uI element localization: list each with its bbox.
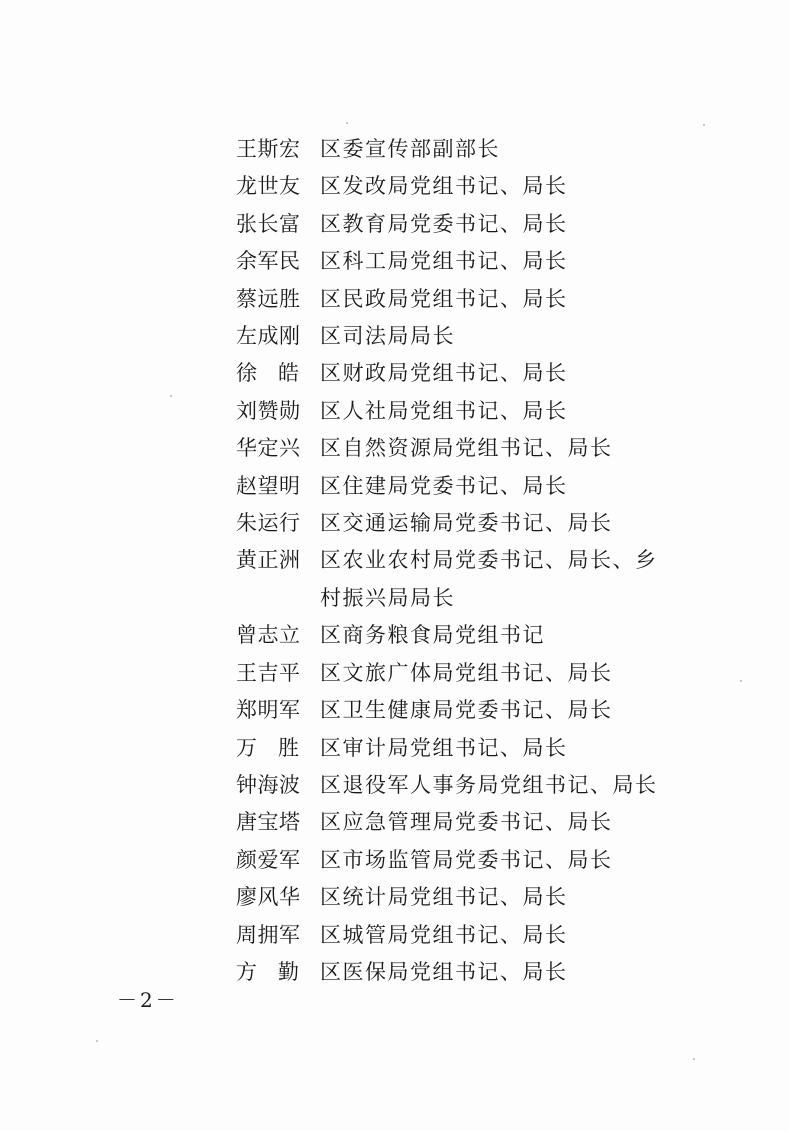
- person-title: 区医保局党组书记、局长: [320, 959, 568, 984]
- person-name: 赵望明: [236, 473, 301, 498]
- person-name: 张长富: [236, 211, 301, 236]
- person-title: 区商务粮食局党组书记: [320, 623, 545, 648]
- person-title: 区教育局党委书记、局长: [320, 211, 568, 236]
- list-item: [236, 879, 676, 916]
- person-name: 龙世友: [236, 174, 301, 199]
- person-title: 区财政局党组书记、局长: [320, 361, 568, 386]
- person-title: 区交通运输局党委书记、局长: [320, 511, 613, 536]
- person-name: 左成刚: [236, 324, 301, 349]
- scan-speck: [170, 395, 172, 397]
- scan-speck: [703, 124, 705, 126]
- person-name: 刘赞勋: [236, 398, 301, 423]
- person-name: 周拥军: [236, 922, 301, 947]
- person-name: 万胜: [236, 735, 320, 760]
- person-name: 郑明军: [236, 698, 301, 723]
- page-number: －2－: [117, 988, 179, 1012]
- person-name: 王吉平: [236, 660, 301, 685]
- person-title: 区委宣传部副部长: [320, 137, 500, 161]
- scan-speck: [346, 122, 348, 124]
- list-item: [236, 243, 676, 280]
- person-title: 区司法局局长: [320, 324, 455, 349]
- person-name: 华定兴: [236, 436, 301, 461]
- person-name: 曾志立: [236, 623, 301, 648]
- list-item: [236, 954, 676, 991]
- person-title: 区城管局党组书记、局长: [320, 922, 568, 947]
- person-title: 区审计局党组书记、局长: [320, 735, 568, 760]
- list-item: [236, 206, 676, 243]
- list-item: [236, 131, 676, 168]
- list-item: [236, 617, 676, 654]
- person-name: 廖风华: [236, 885, 301, 910]
- person-title: 区文旅广体局党组书记、局长: [320, 660, 613, 685]
- person-name: 王斯宏: [236, 137, 301, 161]
- list-item: [236, 355, 676, 392]
- person-name: 徐皓: [236, 361, 320, 386]
- list-item: [236, 842, 676, 879]
- scan-speck: [693, 1058, 695, 1060]
- list-item: [236, 505, 676, 542]
- list-item: [236, 393, 676, 430]
- person-title: 区统计局党组书记、局长: [320, 885, 568, 910]
- person-title: 区应急管理局党委书记、局长: [320, 810, 613, 835]
- list-item: [236, 281, 676, 318]
- person-name: 唐宝塔: [236, 810, 301, 835]
- person-title: 区自然资源局党组书记、局长: [320, 436, 613, 461]
- person-title: 区科工局党组书记、局长: [320, 249, 568, 274]
- person-title: 区市场监管局党委书记、局长: [320, 847, 613, 872]
- list-item: [236, 767, 676, 804]
- list-item: [236, 655, 676, 692]
- list-item: [236, 917, 676, 954]
- personnel-list: [236, 131, 676, 991]
- scan-speck: [740, 680, 742, 682]
- list-item: [236, 804, 676, 841]
- list-item: [236, 430, 676, 467]
- person-name: 颜爱军: [236, 847, 301, 872]
- list-item: [236, 730, 676, 767]
- list-item: [236, 168, 676, 205]
- person-name: 方勤: [236, 959, 320, 984]
- list-item: [236, 692, 676, 729]
- person-name: 黄正洲: [236, 548, 301, 573]
- person-title: 区卫生健康局党委书记、局长: [320, 698, 613, 723]
- person-title: 区发改局党组书记、局长: [320, 174, 568, 199]
- person-title: 区退役军人事务局党组书记、局长: [320, 772, 658, 797]
- person-title: 区人社局党组书记、局长: [320, 398, 568, 423]
- person-name: 余军民: [236, 249, 301, 274]
- person-name: 朱运行: [236, 511, 301, 536]
- person-name: 蔡远胜: [236, 286, 301, 311]
- person-title: 区住建局党委书记、局长: [320, 473, 568, 498]
- list-item: [236, 542, 676, 617]
- list-item: [236, 468, 676, 505]
- list-item: [236, 318, 676, 355]
- scan-speck: [96, 1040, 98, 1042]
- person-name: 钟海波: [236, 772, 301, 797]
- person-title: 区农业农村局党委书记、局长、乡村振兴局局长: [320, 548, 658, 610]
- person-title: 区民政局党组书记、局长: [320, 286, 568, 311]
